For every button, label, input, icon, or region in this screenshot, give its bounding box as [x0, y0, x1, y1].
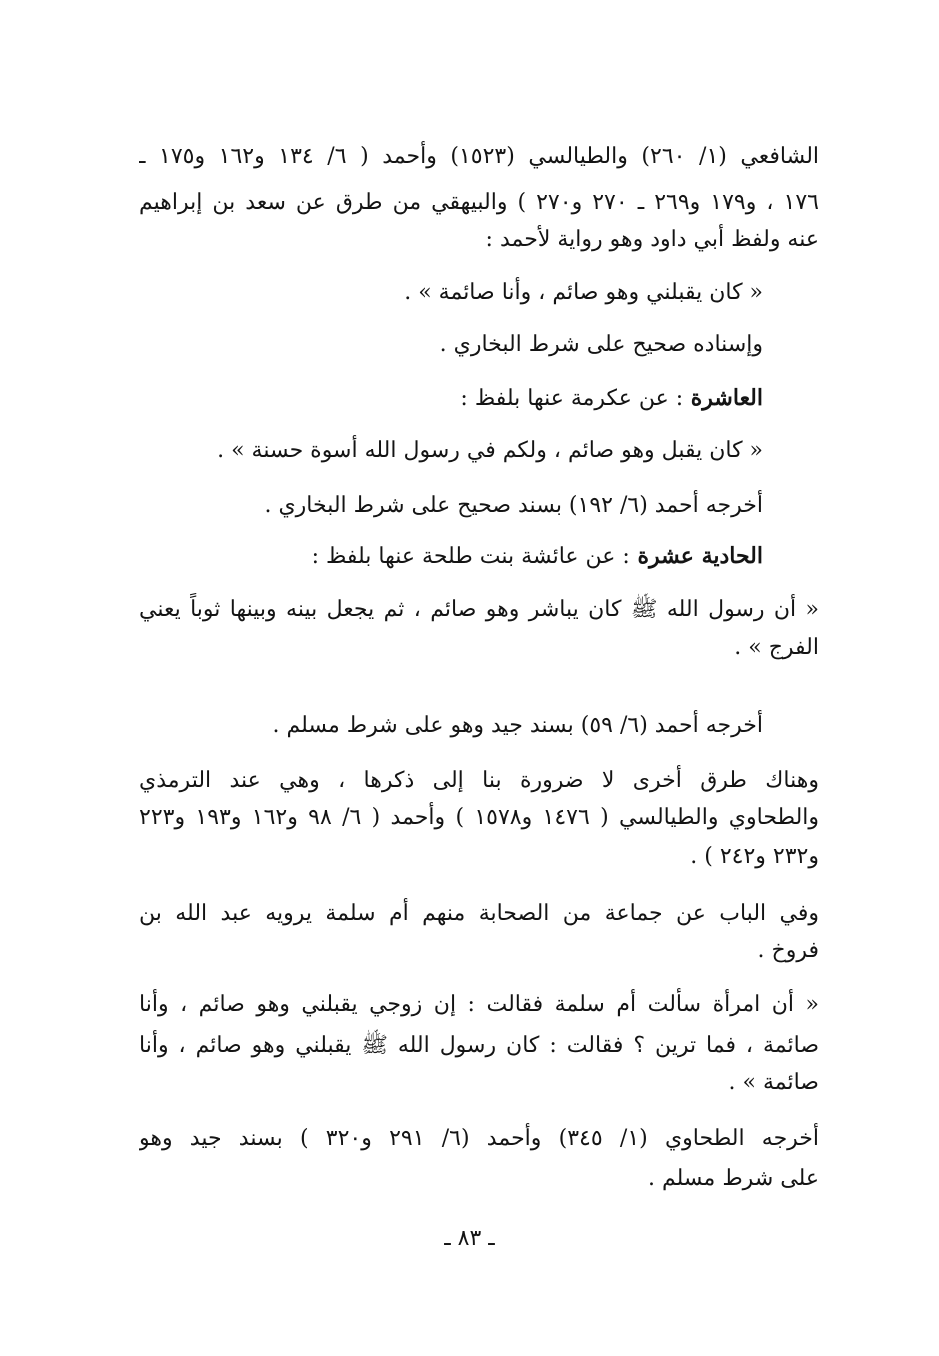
- citation-line: أخرجه أحمد (٦/ ١٩٢) بسند صحيح على شرط البخاري .: [264, 493, 763, 518]
- text-line: فروخ .: [757, 938, 819, 963]
- section-heading: الحادية عشرة : عن عائشة بنت طلحة عنها بلفظ :: [311, 543, 763, 569]
- text-line: و٢٣٢ و٢٤٢ ) .: [690, 844, 819, 869]
- section-heading: العاشرة : عن عكرمة عنها بلفظ :: [460, 385, 763, 411]
- text-line: عنه ولفظ أبي داود وهو رواية لأحمد :: [485, 227, 819, 252]
- quote-line: صائمة » .: [728, 1070, 819, 1095]
- quote-line: « كان يقبلني وهو صائم ، وأنا صائمة » .: [404, 280, 763, 305]
- quote-line: « كان يقبل وهو صائم ، ولكم في رسول الله أسوة حسنة » .: [217, 438, 763, 463]
- quote-line: « أن رسول الله ﷺ كان يباشر وهو صائم ، ثم يجعل بينه وبينها ثوباً يعني: [139, 597, 819, 622]
- citation-line: أخرجه الطحاوي (١/ ٣٤٥) وأحمد (٦/ ٢٩١ و٣٢٠ ) بسند جيد وهو: [139, 1126, 819, 1151]
- text-line: وإسناده صحيح على شرط البخاري .: [439, 332, 763, 357]
- quote-line: « أن امرأة سألت أم سلمة فقالت : إن زوجي يقبلني وهو صائم ، وأنا: [139, 992, 819, 1017]
- text-line: وفي الباب عن جماعة من الصحابة منهم أم سلمة يرويه عبد الله بن: [139, 901, 819, 926]
- text-line: والطحاوي والطيالسي ( ١٤٧٦ و١٥٧٨ ) وأحمد ( ٦/ ٩٨ و١٦٢ و١٩٣ و٢٢٣: [139, 805, 819, 830]
- page-number: ـ ٨٣ ـ: [444, 1226, 495, 1251]
- quote-line: الفرج » .: [734, 635, 819, 660]
- section-heading-label: الحادية عشرة: [629, 543, 763, 569]
- citation-line: على شرط مسلم .: [648, 1166, 819, 1191]
- text-line: ١٧٦ ، و١٧٩ و٢٦٩ ـ ٢٧٠ و٢٧٠ ) والبيهقي من طرق عن سعد بن إبراهيم: [139, 190, 819, 215]
- text-line: وهناك طرق أخرى لا ضرورة بنا إلى ذكرها ، وهي عند الترمذي: [139, 768, 819, 793]
- section-heading-label: العاشرة: [683, 385, 763, 411]
- quote-line: صائمة ، فما ترين ؟ فقالت : كان رسول الله ﷺ يقبلني وهو صائم ، وأنا: [139, 1033, 819, 1058]
- citation-line: أخرجه أحمد (٦/ ٥٩) بسند جيد وهو على شرط مسلم .: [272, 713, 763, 738]
- text-line: الشافعي (١/ ٢٦٠) والطيالسي (١٥٢٣) وأحمد ( ٦/ ١٣٤ و١٦٢ و١٧٥ ـ: [139, 144, 819, 169]
